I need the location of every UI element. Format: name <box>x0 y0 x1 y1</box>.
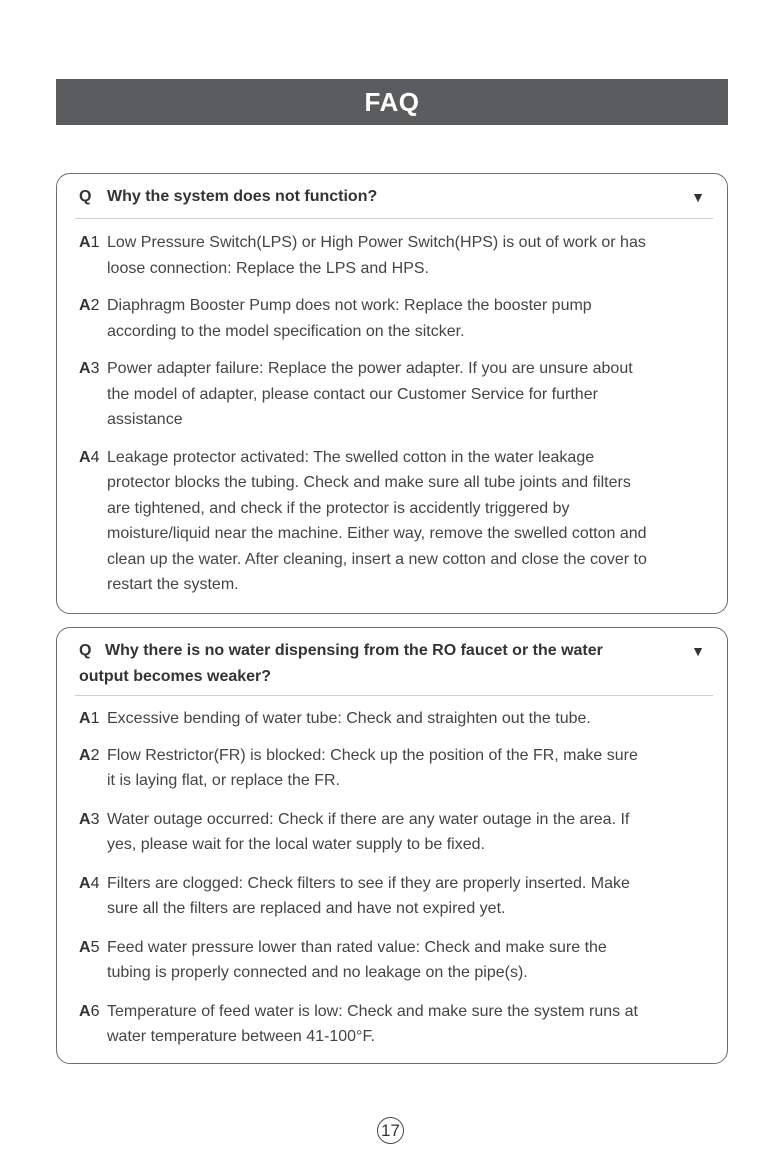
answer-item <box>79 743 647 794</box>
answer-item <box>79 807 647 858</box>
answer-text: Diaphragm Booster Pump does not work: Replace the booster pump according to the model specification on the sitcker. <box>107 297 592 340</box>
question-marker: Q <box>79 188 92 205</box>
answer-item <box>79 445 647 598</box>
answer-item <box>79 999 647 1050</box>
question-text: Why there is no water dispensing from the RO faucet or the water output becomes weaker? <box>79 642 603 685</box>
answer-marker: A4 <box>79 448 100 466</box>
answer-text: Temperature of feed water is low: Check and make sure the system runs at water temperature between 41-100°F. <box>107 1002 638 1045</box>
answer-marker: A3 <box>79 810 100 828</box>
answer-marker: A6 <box>79 1002 100 1020</box>
answer-text: Feed water pressure lower than rated value: Check and make sure the tubing is properly connected and no leakage on the pipe(s). <box>107 938 607 981</box>
faq-question-row[interactable] <box>79 184 709 210</box>
page-number: 17 <box>377 1117 404 1144</box>
answer-list <box>79 706 647 1063</box>
collapse-toggle-icon[interactable]: ▼ <box>691 189 705 205</box>
answer-marker: A5 <box>79 938 100 956</box>
answer-item <box>79 230 647 281</box>
divider <box>75 218 713 219</box>
faq-question-row[interactable] <box>79 638 709 690</box>
answer-text: Flow Restrictor(FR) is blocked: Check up the position of the FR, make sure it is laying flat, or replace the FR. <box>107 746 638 789</box>
page-title-banner <box>56 79 728 125</box>
answer-text: Leakage protector activated: The swelled cotton in the water leakage protector blocks the tubing. Check and make sure all tube joints and filters are tightened, and check if the protector is accidently triggered by moisture/liquid near the machine. Either way, remove the swelled cotton and clean up the water. After cleaning, insert a new cotton and close the cover to restart the system. <box>107 448 647 593</box>
faq-card-no-water-dispensing <box>56 627 728 1064</box>
page-title: FAQ <box>364 86 420 117</box>
answer-text: Power adapter failure: Replace the power adapter. If you are unsure about the model of adapter, please contact our Customer Service for further assistance <box>107 360 633 428</box>
answer-list <box>79 230 647 610</box>
answer-marker: A3 <box>79 360 100 377</box>
answer-marker: A2 <box>79 297 100 314</box>
answer-text: Filters are clogged: Check filters to see if they are properly inserted. Make sure all the filters are replaced and have not expired yet. <box>107 874 630 917</box>
question-text: Why the system does not function? <box>107 188 378 205</box>
answer-item <box>79 706 647 732</box>
faq-card-system-not-function <box>56 173 728 614</box>
divider <box>75 695 713 696</box>
answer-text: Water outage occurred: Check if there are any water outage in the area. If yes, please wait for the local water supply to be fixed. <box>107 810 630 853</box>
collapse-toggle-icon[interactable]: ▼ <box>691 643 705 659</box>
question-marker: Q <box>79 642 92 659</box>
answer-marker: A2 <box>79 746 100 764</box>
answer-marker: A1 <box>79 234 100 251</box>
answer-text: Excessive bending of water tube: Check and straighten out the tube. <box>107 710 591 727</box>
answer-item <box>79 293 647 344</box>
answer-marker: A1 <box>79 710 100 727</box>
answer-item <box>79 871 647 922</box>
answer-item <box>79 935 647 986</box>
answer-text: Low Pressure Switch(LPS) or High Power Switch(HPS) is out of work or has loose connection: Replace the LPS and HPS. <box>107 234 646 277</box>
answer-item <box>79 356 647 433</box>
answer-marker: A4 <box>79 874 100 892</box>
